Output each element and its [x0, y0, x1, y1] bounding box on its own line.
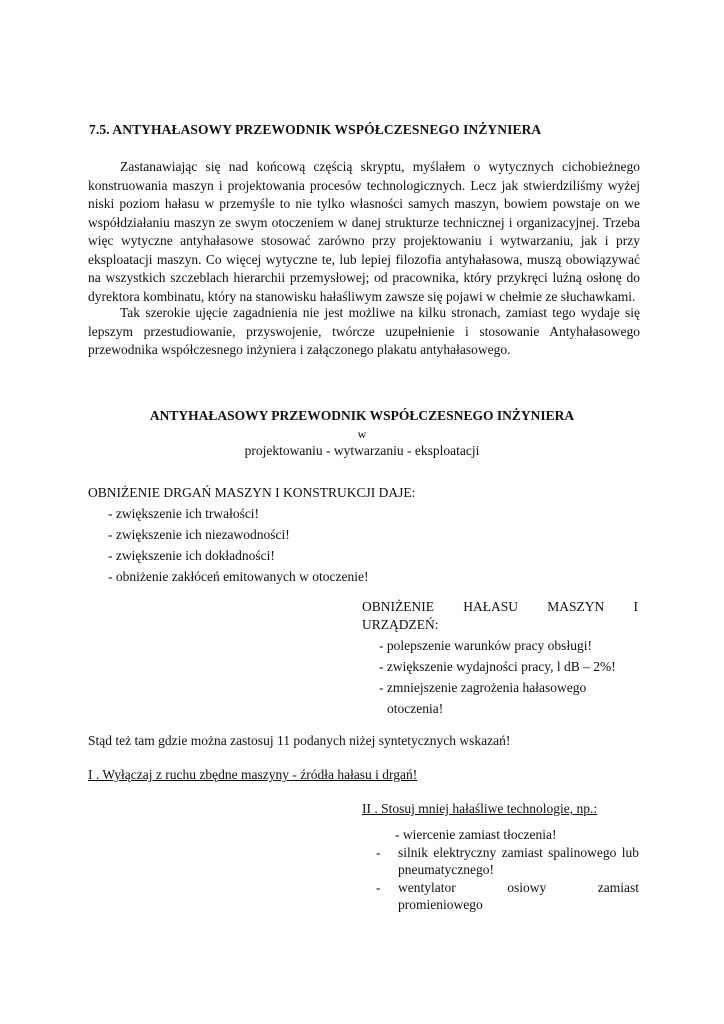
list-item-continuation: otoczenia! — [387, 701, 444, 716]
list-item: - zmniejszenie zagrożenia hałasowego — [379, 680, 587, 695]
rule-2-heading: II . Stosuj mniej hałaśliwe technologie, np.: — [362, 801, 598, 816]
list-item: - zwiększenie ich niezawodności! — [108, 527, 290, 542]
guidelines-intro: Stąd też tam gdzie można zastosuj 11 podanych niżej syntetycznych wskazań! — [88, 733, 511, 748]
list-item: - zwiększenie wydajności pracy, l dB – 2%! — [379, 659, 616, 674]
list-item: - obniżenie zakłóceń emitowanych w otoczenie! — [108, 569, 369, 584]
list-dash: - — [376, 879, 381, 895]
list-item: - wiercenie zamiast tłoczenia! — [395, 827, 557, 842]
word: zamiast — [597, 879, 639, 895]
noise-heading — [362, 598, 638, 634]
list-item-text-line2: promieniowego — [398, 897, 483, 912]
list-item-text: silnik elektryczny zamiast spalinowego lub pneumatycznego! — [398, 844, 639, 877]
list-item: - zwiększenie ich dokładności! — [108, 548, 275, 563]
noise-heading-word: HAŁASU — [463, 599, 518, 614]
noise-benefits-list — [379, 635, 616, 719]
list-item — [376, 844, 639, 879]
list-item-text-line1 — [398, 879, 639, 897]
word: osiowy — [507, 879, 547, 895]
vibration-heading: OBNIŻENIE DRGAŃ MASZYN I KONSTRUKCJI DAJE: — [88, 485, 416, 500]
guide-subtitle: projektowaniu - wytwarzaniu - eksploatacji — [244, 443, 480, 458]
list-item: - zwiększenie ich trwałości! — [108, 506, 260, 521]
rule-1: I . Wyłączaj z ruchu zbędne maszyny - źródła hałasu i drgań! — [88, 767, 418, 782]
second-paragraph: Tak szerokie ujęcie zagadnienia nie jest możliwe na kilku stronach, zamiast tego wydaje się lepszym przestudiowanie, przyswojenie, twórcze uzupełnienie i stosowanie Antyhałasowego przewodnika współczesnego inżyniera i załączonego plakatu antyhałasowego. — [88, 305, 640, 357]
noise-heading-word: MASZYN — [547, 599, 605, 614]
word: wentylator — [398, 879, 456, 895]
noise-heading-word: I — [633, 599, 638, 614]
intro-paragraph: Zastanawiając się nad końcową częścią skryptu, myślałem o wytycznych cichobieżnego konstruowania maszyn i projektowania procesów technologicznych. Lecz jak stwierdziliśmy wyżej niski poziom hałasu w przemyśle to nie tylko własności samych maszyn, bowiem powstaje on we współdziałaniu maszyn ze swym otoczeniem w danej strukturze technicznej i organizacyjnej. Trzeba więc wytyczne antyhałasowe stosować zarówno przy projektowaniu i wytwarzaniu, jak i przy eksploatacji maszyn. Co więcej wytyczne te, lub lepiej filozofia antyhałasowa, muszą obowiązywać na wszystkich szczeblach hierarchii przemysłowej; od pracownika, który przykręci luźną osłonę do dyrektora kombinatu, który na stanowisku hałaśliwym zawsze się pojawi w chełmie ze słuchawkami. — [88, 159, 640, 304]
noise-heading-word: OBNIŻENIE — [362, 599, 434, 614]
list-item: - polepszenie warunków pracy obsługi! — [379, 638, 592, 653]
noise-heading-line2: URZĄDZEŃ: — [362, 617, 439, 632]
guide-in: w — [357, 427, 367, 441]
guide-title: ANTYHAŁASOWY PRZEWODNIK WSPÓŁCZESNEGO INŻYNIERA — [149, 408, 575, 423]
rule-2-examples — [376, 826, 639, 914]
vibration-benefits-list — [108, 503, 369, 587]
section-heading: 7.5. ANTYHAŁASOWY PRZEWODNIK WSPÓŁCZESNEGO INŻYNIERA — [89, 122, 542, 137]
list-dash: - — [376, 844, 381, 860]
list-item — [376, 879, 639, 914]
